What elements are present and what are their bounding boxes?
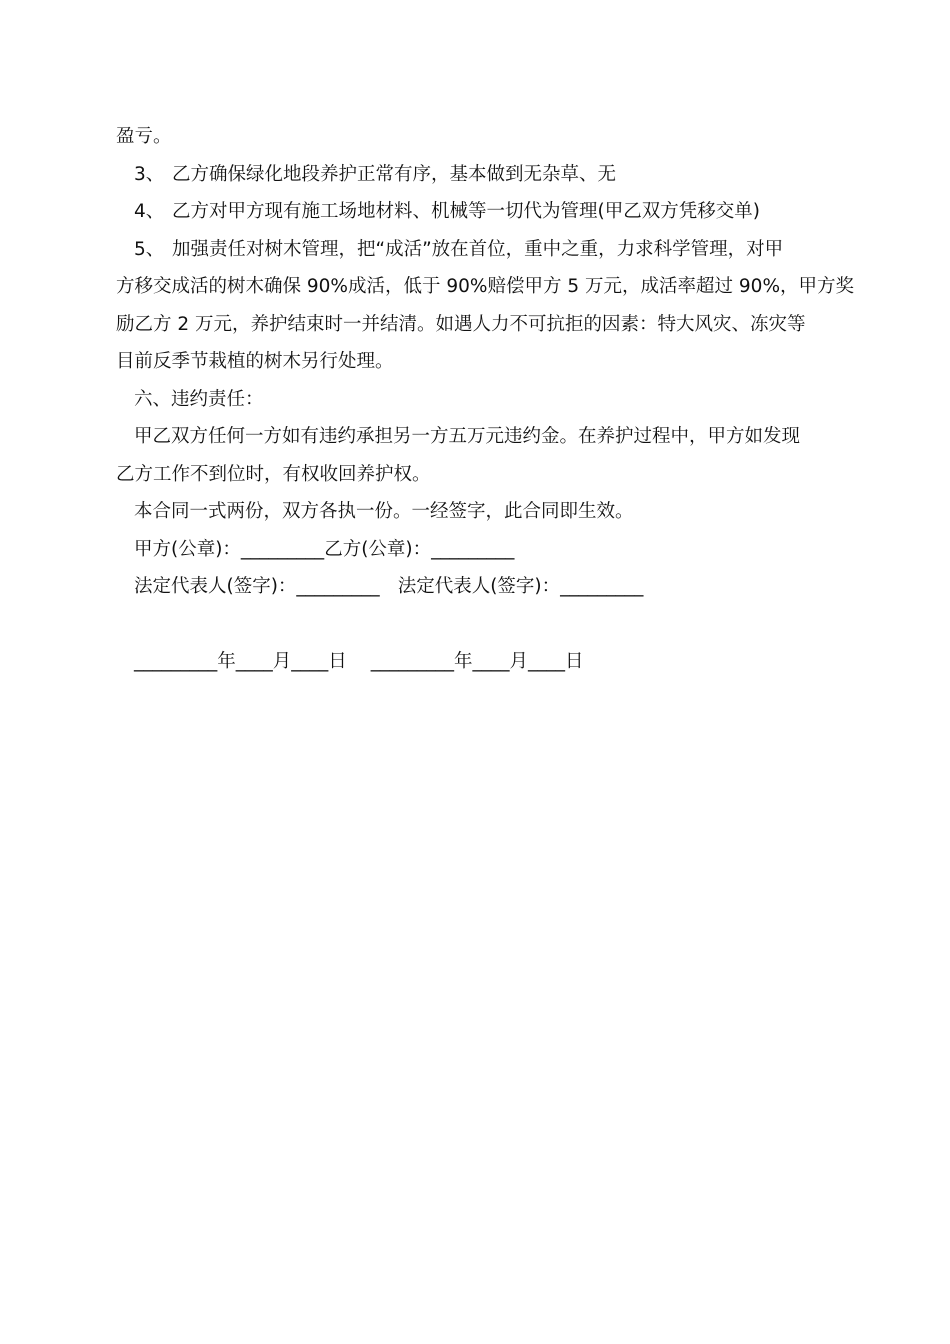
item-4-text: 乙方对甲方现有施工场地材料、机械等一切代为管理(甲乙双方凭移交单) <box>172 201 760 222</box>
item-4 <box>116 193 836 231</box>
line-loss <box>116 118 836 156</box>
copies-text: 本合同一式两份，双方各执一份。一经签字，此合同即生效。 <box>134 501 634 522</box>
item-5-line-2 <box>116 268 855 306</box>
breach-text-b: 乙方工作不到位时，有权收回养护权。 <box>116 463 431 485</box>
item-5-line-4 <box>116 343 836 381</box>
seal-party-a: 甲方(公章)：_________ <box>134 538 325 560</box>
item-3 <box>116 156 836 194</box>
representative-line <box>116 568 836 606</box>
item-4-number: 4、 <box>134 201 165 222</box>
item-5-text-a: 加强责任对树木管理，把“成活”放在首位，重中之重，力求科学管理，对甲 <box>172 238 784 260</box>
breach-line-1 <box>116 418 836 456</box>
item-5-text-c: 励乙方 2 万元，养护结束时一并结清。如遇人力不可抗拒的因素：特大风灾、冻灾等 <box>116 313 806 335</box>
seal-line <box>116 531 836 569</box>
representative-b: 法定代表人(签字)：_________ <box>397 576 644 597</box>
date-a: _________年____月____日 <box>134 651 347 672</box>
item-5-text-d: 目前反季节栽植的树木另行处理。 <box>116 351 394 372</box>
breach-text-a: 甲乙双方任何一方如有违约承担另一方五万元违约金。在养护过程中，甲方如发现 <box>134 426 801 447</box>
item-3-number: 3、 <box>134 163 165 185</box>
section-6-heading <box>116 381 836 419</box>
item-5-number: 5、 <box>134 238 165 260</box>
item-5-line-3 <box>116 306 836 344</box>
text-loss: 盈亏。 <box>116 126 172 147</box>
item-5-text-b: 方移交成活的树木确保 90%成活，低于 90%赔偿甲方 5 万元，成活率超过 90%，甲方奖 <box>116 276 855 297</box>
copies-line <box>116 493 836 531</box>
date-b: _________年____月____日 <box>370 651 584 672</box>
breach-line-2 <box>116 456 836 494</box>
contract-page <box>116 118 855 681</box>
representative-a: 法定代表人(签字)：_________ <box>134 576 380 597</box>
section-6-title: 六、违约责任： <box>134 388 264 410</box>
blank-line <box>116 606 836 644</box>
item-3-text: 乙方确保绿化地段养护正常有序，基本做到无杂草、无 <box>172 163 617 185</box>
seal-party-b: 乙方(公章)：_________ <box>324 538 515 560</box>
date-line <box>116 643 836 681</box>
item-5-line-1 <box>116 231 836 269</box>
